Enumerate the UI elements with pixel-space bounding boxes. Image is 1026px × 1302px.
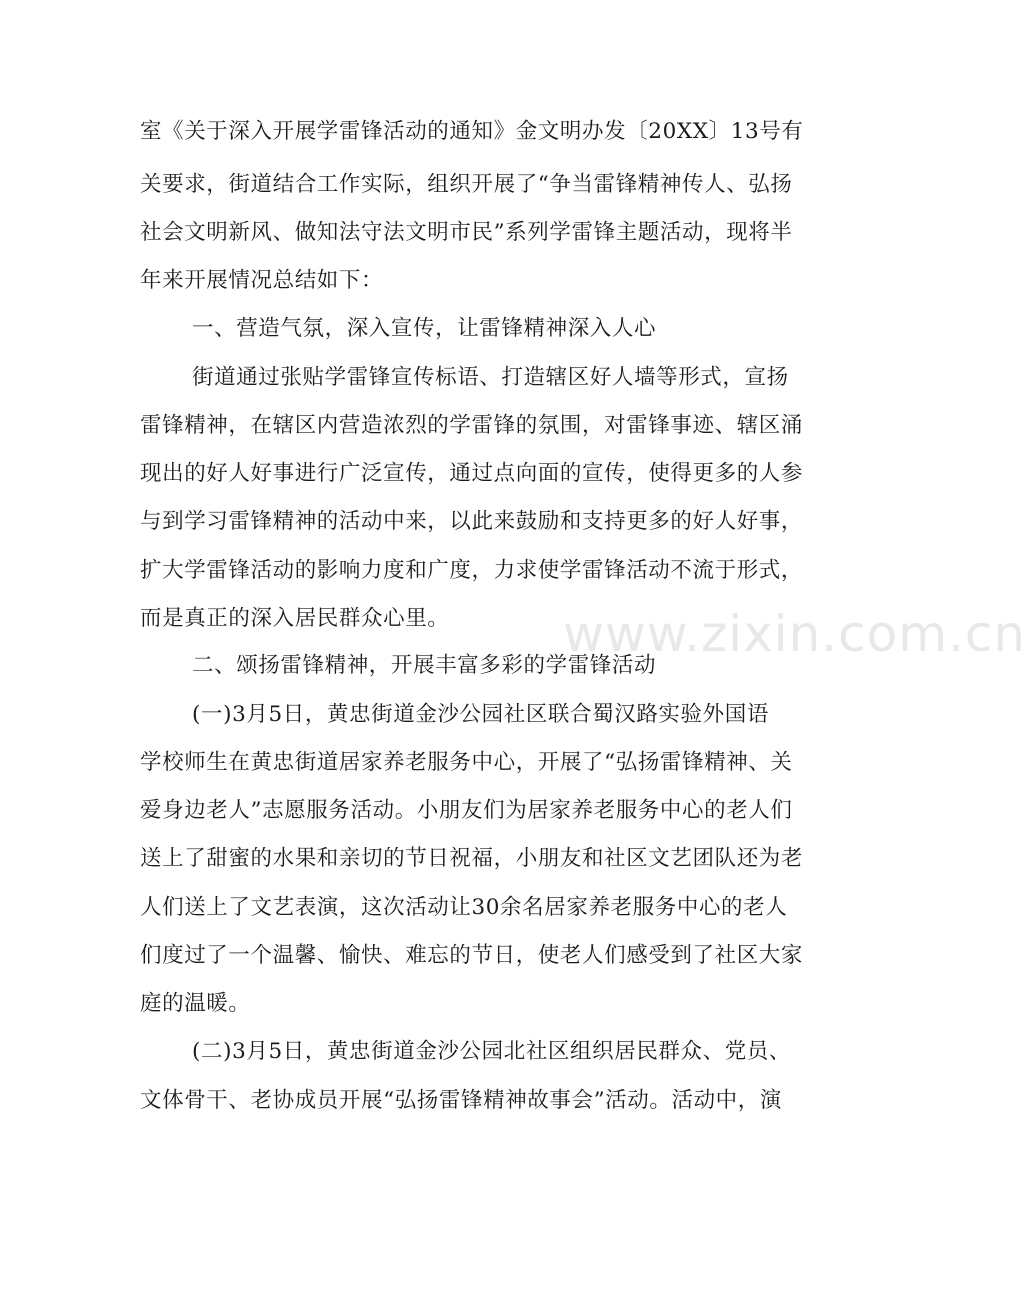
paragraph-line: 庭的温暖。 xyxy=(140,991,251,1016)
paragraph-line: 年来开展情况总结如下： xyxy=(140,268,384,293)
paragraph-line: 学校师生在黄忠街道居家养老服务中心，开展了“弘扬雷锋精神、关 xyxy=(140,750,793,775)
paragraph-line: 与到学习雷锋精神的活动中来，以此来鼓励和支持更多的好人好事， xyxy=(140,509,804,534)
paragraph-line: 送上了甜蜜的水果和亲切的节日祝福，小朋友和社区文艺团队还为老 xyxy=(140,846,804,871)
section-heading: 一、营造气氛，深入宣传，让雷锋精神深入人心 xyxy=(192,316,657,341)
paragraph-line: 人们送上了文艺表演，这次活动让30余名居家养老服务中心的老人 xyxy=(140,895,788,920)
paragraph-line: (二)3月5日，黄忠街道金沙公园北社区组织居民群众、党员、 xyxy=(192,1039,792,1064)
paragraph-line: (一)3月5日，黄忠街道金沙公园社区联合蜀汉路实验外国语 xyxy=(192,702,769,727)
paragraph-line: 们度过了一个温馨、愉快、难忘的节日，使老人们感受到了社区大家 xyxy=(140,943,804,968)
section-heading: 二、颂扬雷锋精神，开展丰富多彩的学雷锋活动 xyxy=(192,653,657,678)
paragraph-line: 街道通过张贴学雷锋宣传标语、打造辖区好人墙等形式，宣扬 xyxy=(192,365,789,390)
paragraph-line: 爱身边老人”志愿服务活动。小朋友们为居家养老服务中心的老人们 xyxy=(140,798,793,823)
paragraph-line: 室《关于深入开展学雷锋活动的通知》金文明办发〔20XX〕13号有 xyxy=(140,119,804,144)
paragraph-line: 雷锋精神，在辖区内营造浓烈的学雷锋的氛围，对雷锋事迹、辖区涌 xyxy=(140,413,804,438)
paragraph-line: 文体骨干、老协成员开展“弘扬雷锋精神故事会”活动。活动中，演 xyxy=(140,1088,782,1113)
paragraph-line: 关要求，街道结合工作实际，组织开展了“争当雷锋精神传人、弘扬 xyxy=(140,172,793,197)
paragraph-line: 扩大学雷锋活动的影响力度和广度，力求使学雷锋活动不流于形式， xyxy=(140,558,804,583)
watermark-text: www.zixin.com.cn xyxy=(563,605,1026,663)
paragraph-line: 社会文明新风、做知法守法文明市民”系列学雷锋主题活动，现将半 xyxy=(140,220,793,245)
paragraph-line: 而是真正的深入居民群众心里。 xyxy=(140,606,450,631)
paragraph-line: 现出的好人好事进行广泛宣传，通过点向面的宣传，使得更多的人参 xyxy=(140,461,804,486)
